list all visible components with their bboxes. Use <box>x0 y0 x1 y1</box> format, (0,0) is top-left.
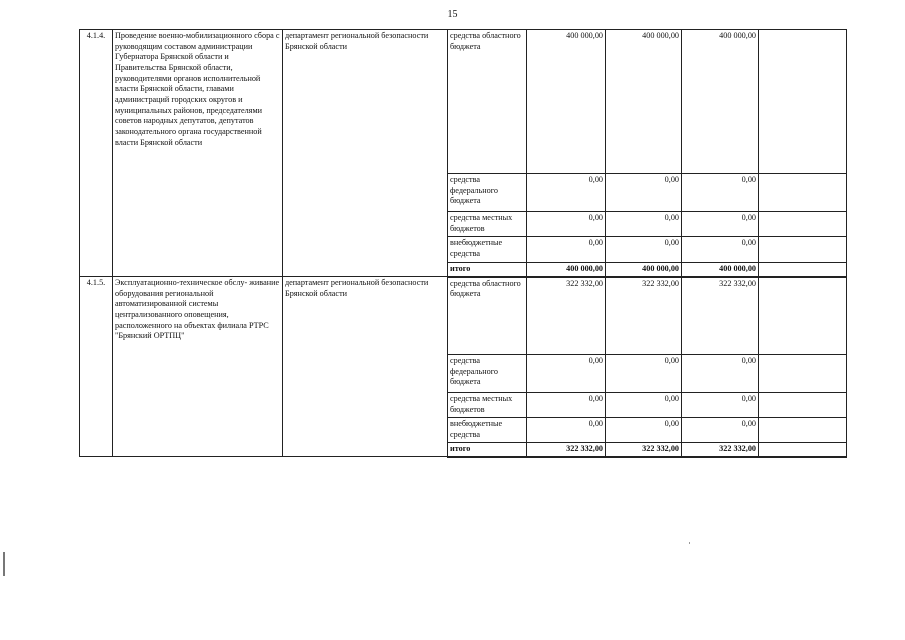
amount: 0,00 <box>682 393 759 418</box>
amount: 0,00 <box>606 212 682 237</box>
scan-artifact <box>3 552 5 576</box>
amount: 0,00 <box>527 355 606 393</box>
funding-source: средства областного бюджета <box>448 30 527 174</box>
amount-total: 400 000,00 <box>606 263 682 277</box>
empty-cell <box>759 443 847 457</box>
item-executor: департамент региональной безопасности Брянской области <box>283 277 448 457</box>
amount-total: 322 332,00 <box>527 443 606 457</box>
item-executor: департамент региональной безопасности Брянской области <box>283 30 448 277</box>
funding-source: средства местных бюджетов <box>448 393 527 418</box>
empty-cell <box>759 174 847 212</box>
funding-source: средства областного бюджета <box>448 277 527 355</box>
funding-source: средства местных бюджетов <box>448 212 527 237</box>
amount: 0,00 <box>527 393 606 418</box>
amount-total: 322 332,00 <box>606 443 682 457</box>
amount: 400 000,00 <box>527 30 606 174</box>
amount: 0,00 <box>682 418 759 443</box>
empty-cell <box>759 418 847 443</box>
table-row <box>80 30 847 174</box>
empty-cell <box>759 237 847 263</box>
amount: 322 332,00 <box>606 277 682 355</box>
amount-total: 322 332,00 <box>682 443 759 457</box>
amount: 0,00 <box>606 393 682 418</box>
funding-source: внебюджетные средства <box>448 418 527 443</box>
amount: 0,00 <box>527 174 606 212</box>
funding-source-total: итого <box>448 443 527 457</box>
amount: 400 000,00 <box>682 30 759 174</box>
amount: 0,00 <box>527 212 606 237</box>
funding-source: внебюджетные средства <box>448 237 527 263</box>
amount: 0,00 <box>527 418 606 443</box>
amount: 0,00 <box>682 174 759 212</box>
amount: 0,00 <box>527 237 606 263</box>
budget-table <box>79 29 847 458</box>
amount: 0,00 <box>682 237 759 263</box>
amount: 0,00 <box>606 174 682 212</box>
empty-cell <box>759 277 847 355</box>
item-name: Эксплуатационно-техническое обслу- живание оборудования региональной автоматизированной системы централизованного оповещения, расположенного на объектах филиала РТРС "Брянский ОРТПЦ" <box>113 277 283 457</box>
amount: 0,00 <box>682 355 759 393</box>
amount-total: 400 000,00 <box>682 263 759 277</box>
amount: 0,00 <box>606 355 682 393</box>
item-number: 4.1.4. <box>80 30 113 277</box>
funding-source: средства федерального бюджета <box>448 355 527 393</box>
amount-total: 400 000,00 <box>527 263 606 277</box>
empty-cell <box>759 30 847 174</box>
empty-cell <box>759 263 847 277</box>
amount: 0,00 <box>606 418 682 443</box>
funding-source: средства федерального бюджета <box>448 174 527 212</box>
scan-artifact <box>689 542 690 544</box>
item-number: 4.1.5. <box>80 277 113 457</box>
amount: 0,00 <box>606 237 682 263</box>
empty-cell <box>759 355 847 393</box>
empty-cell <box>759 212 847 237</box>
amount: 322 332,00 <box>527 277 606 355</box>
amount: 400 000,00 <box>606 30 682 174</box>
amount: 322 332,00 <box>682 277 759 355</box>
page-number: 15 <box>447 9 458 20</box>
table-row <box>80 277 847 355</box>
item-name: Проведение военно-мобилизационного сбора с руководящим составом администрации Губернатора Брянской области и Правительства Брянской области, руководителями органов исполнительной власти Брянской области, главами администраций городских округов и муниципальных районов, председателями советов народных депутатов, депутатов законодательного органа государственной власти Брянской области <box>113 30 283 277</box>
funding-source-total: итого <box>448 263 527 277</box>
empty-cell <box>759 393 847 418</box>
amount: 0,00 <box>682 212 759 237</box>
